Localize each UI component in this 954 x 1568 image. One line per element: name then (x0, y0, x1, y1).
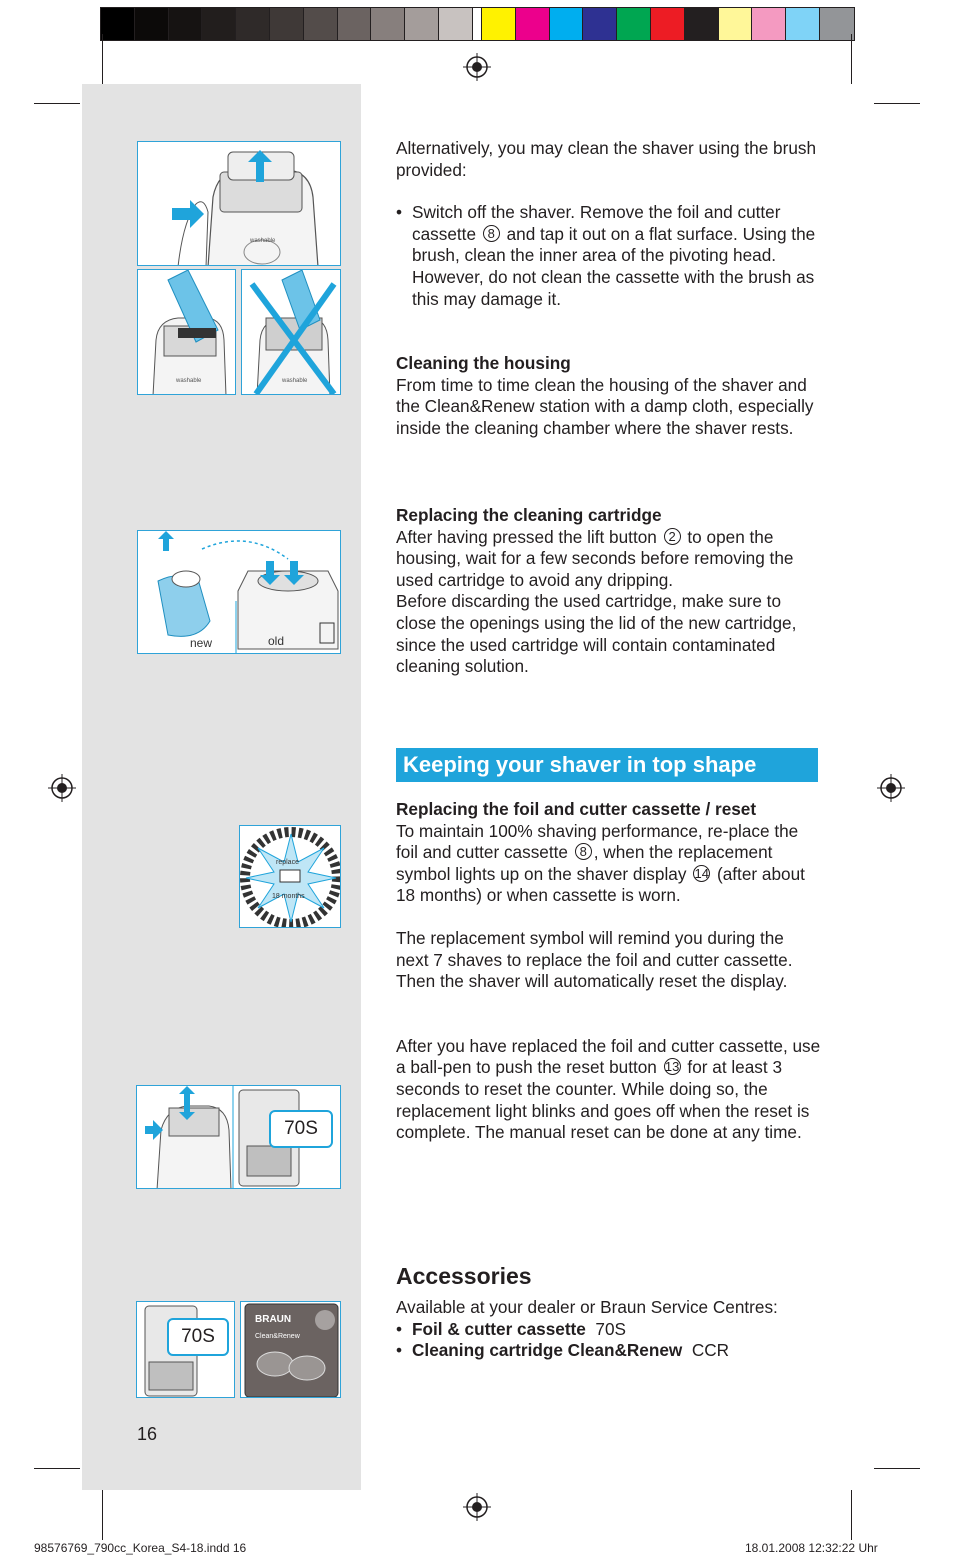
accessories-section (396, 1297, 821, 1362)
color-swatch (169, 8, 203, 40)
color-swatch (719, 8, 753, 40)
top-shape-section (396, 799, 821, 1144)
accessory-item (396, 1319, 821, 1341)
color-swatch (786, 8, 820, 40)
footer-file-info: 98576769_790cc_Korea_S4-18.indd 16 (34, 1541, 247, 1555)
accessories-title: Accessories (396, 1263, 532, 1289)
top-shape-para3-a: After you have replaced the foil and cutter cassette, use a ball-pen to push the reset button (396, 1035, 821, 1078)
bullet-dot: • (396, 1340, 403, 1361)
brush-bullet (396, 202, 821, 310)
brush-bullet-a: Switch off the shaver. Remove the foil and cutter cassette (412, 202, 781, 244)
registration-mark-icon (48, 774, 76, 802)
accessory-item (396, 1340, 821, 1362)
crop-mark (874, 103, 920, 104)
fig1-label: washable (250, 238, 276, 244)
fig2-label: washable (176, 378, 202, 384)
crop-mark (102, 34, 103, 84)
fig5-bottom-label: 18 months (272, 893, 305, 900)
color-swatch (820, 8, 854, 40)
color-swatch (135, 8, 169, 40)
crop-mark (102, 1490, 103, 1540)
figure-cartridge-replace (137, 530, 341, 654)
brush-section (396, 138, 821, 310)
figure-accessories-cartridge (240, 1301, 341, 1398)
color-swatch (202, 8, 236, 40)
housing-title: Cleaning the housing (396, 353, 571, 373)
accessory-name: Cleaning cartridge Clean&Renew (412, 1340, 683, 1361)
accessory-code: CCR (691, 1340, 730, 1361)
fig6-cassette-tag: 70S (269, 1110, 333, 1148)
housing-section (396, 353, 821, 439)
page-number: 16 (137, 1424, 158, 1444)
figure-reset (136, 1085, 341, 1189)
section-heading-top-shape: Keeping your shaver in top shape (396, 748, 818, 782)
crop-mark (34, 103, 80, 104)
fig7-cassette-tag: 70S (167, 1318, 229, 1356)
figure-do-not-brush (241, 269, 341, 395)
color-swatch (651, 8, 685, 40)
registration-mark-icon (463, 1493, 491, 1521)
color-swatch (482, 8, 516, 40)
registration-mark-icon (463, 53, 491, 81)
color-swatch (752, 8, 786, 40)
cartridge-illustration (138, 531, 341, 654)
top-shape-para3-b: for at least 3 seconds to reset the counter. While doing so, the replacement light blinks and goes off when the reset is complete. The manual reset can be done at any time. (396, 1057, 810, 1143)
top-shape-text-c: (after about 18 months) or when cassette is worn. (396, 863, 805, 906)
brush-bullet-b: and tap it out on a flat surface. Using the brush, clean the inner area of the pivoting head. However, do not clean the cassette with the brush as this may damage it. (412, 223, 816, 309)
bullet-dot: • (396, 202, 403, 223)
color-swatch (304, 8, 338, 40)
color-swatch (270, 8, 304, 40)
top-shape-para2: The replacement symbol will remind you during the next 7 shaves to replace the foil and cutter cassette. Then the shaver will automatically reset the display. (396, 927, 793, 992)
fig4-new-label: new (190, 636, 213, 650)
color-swatch (516, 8, 550, 40)
footer-timestamp: 18.01.2008 12:32:22 Uhr (745, 1541, 878, 1555)
color-swatch (583, 8, 617, 40)
do-not-brush-illustration (242, 270, 341, 395)
accessories-intro: Available at your dealer or Braun Service Centres: (396, 1297, 778, 1317)
cartridge-text-b: to open the housing, wait for a few seconds before removing the used cartridge to avoid any dripping. (396, 526, 794, 590)
crop-mark (851, 34, 852, 84)
cartridge-text-c: Before discarding the used cartridge, make sure to close the openings using the lid of the new cartridge, since the used cartridge will contain contaminated cleaning solution. (396, 591, 797, 677)
accessory-name: Foil & cutter cassette (412, 1318, 586, 1339)
brush-clean-illustration (138, 270, 236, 395)
fig5-top-label: replace (276, 859, 299, 866)
registration-mark-icon (877, 774, 905, 802)
color-swatch (101, 8, 135, 40)
brush-intro: Alternatively, you may clean the shaver using the brush provided: (396, 138, 817, 180)
crop-mark (874, 1468, 920, 1469)
fig7-brand: BRAUN (255, 1314, 292, 1325)
figure-replacement-symbol (239, 825, 341, 928)
cartridge-title: Replacing the cleaning cartridge (396, 505, 662, 525)
cartridge-text (396, 527, 821, 592)
figure-brush-clean (137, 269, 236, 395)
color-swatch (617, 8, 651, 40)
color-swatch (439, 8, 473, 40)
accessory-code: 70S (595, 1318, 626, 1339)
figure-accessories-cassette (136, 1301, 235, 1398)
top-shape-para3 (396, 1036, 821, 1144)
ref-14: 14 (694, 865, 709, 881)
fig4-old-label: old (268, 634, 285, 648)
color-swatch (685, 8, 719, 40)
replacement-symbol-illustration (240, 826, 341, 928)
bullet-dot: • (396, 1318, 403, 1339)
cartridge-text-a: After having pressed the lift button (396, 526, 657, 547)
ref-13: 13 (664, 1059, 680, 1075)
shaver-head-illustration (138, 142, 341, 266)
color-swatch (371, 8, 405, 40)
ref-8b: 8 (575, 843, 592, 860)
top-shape-text-b: , when the replacement symbol lights up on the shaver display (396, 842, 773, 884)
ref-8: 8 (483, 225, 500, 242)
fig3-label: washable (282, 378, 308, 384)
top-shape-text (396, 821, 821, 907)
top-shape-title: Replacing the foil and cutter cassette / reset (396, 799, 757, 819)
cartridge-pack-illustration (241, 1302, 341, 1398)
brush-bullet-text (412, 202, 821, 310)
fig7-product: Clean&Renew (255, 1333, 300, 1340)
color-swatch (405, 8, 439, 40)
top-shape-text-a: To maintain 100% shaving performance, re-place the foil and cutter cassette (396, 820, 799, 863)
housing-text: From time to time clean the housing of the shaver and the Clean&Renew station with a damp cloth, especially inside the cleaning chamber where the shaver rests. (396, 374, 814, 438)
color-swatch (338, 8, 372, 40)
ref-2: 2 (664, 528, 681, 545)
figure-remove-cassette (137, 141, 341, 266)
color-swatch (550, 8, 584, 40)
crop-mark (851, 1490, 852, 1540)
cartridge-section (396, 505, 821, 678)
crop-mark (34, 1468, 80, 1469)
color-swatch (236, 8, 270, 40)
